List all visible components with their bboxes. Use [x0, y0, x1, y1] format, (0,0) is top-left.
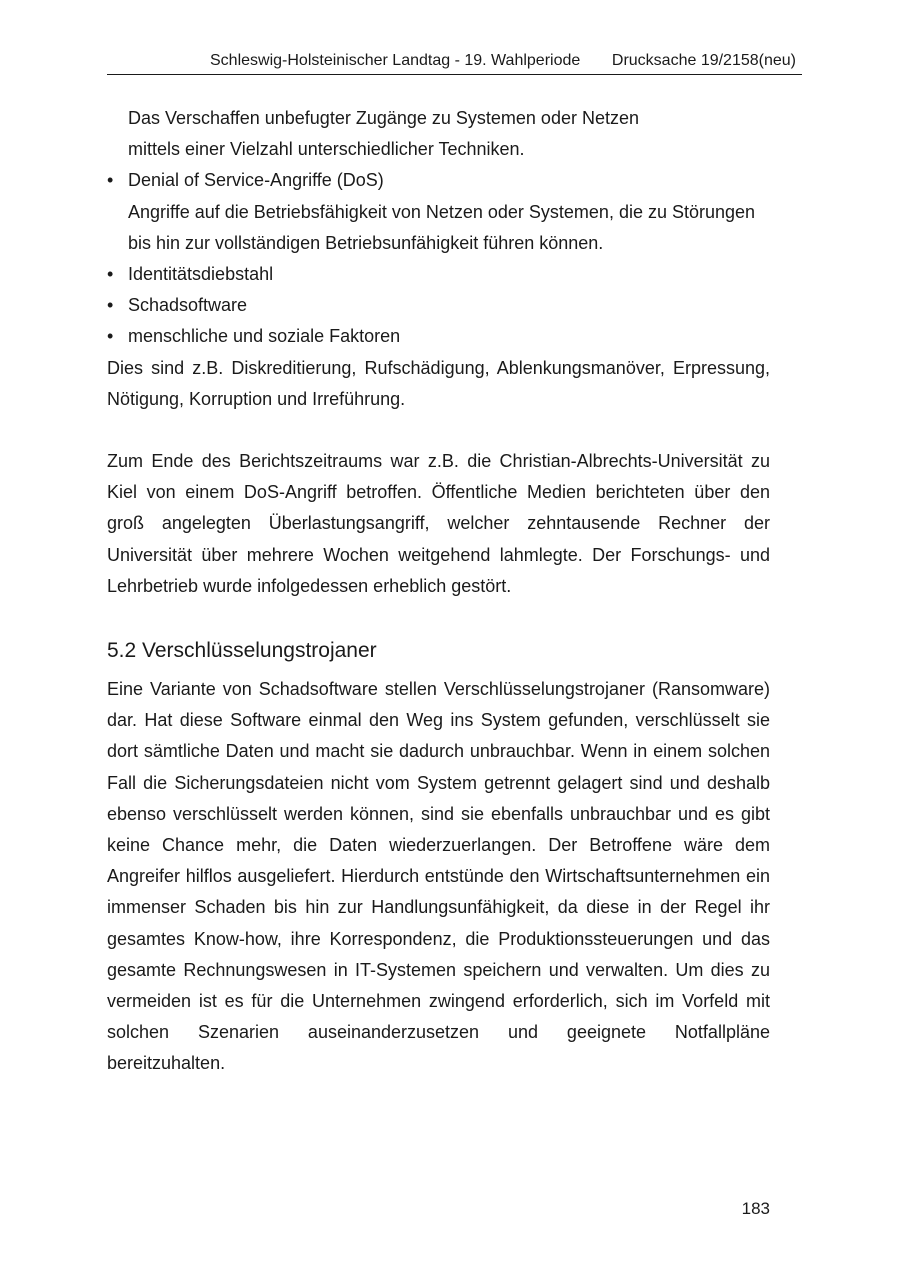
paragraph-university-incident: Zum Ende des Berichtszeitraums war z.B. die Christian-Albrechts-Universität zu Kiel von einem DoS-Angriff betroffen. Öffentliche Medien berichteten über den groß angelegten Überlastungsangriff, welcher zehntausende Rechner der Universität über mehrere Wochen weitgehend lahmlegte. Der Forschungs- und Lehrbetrieb wurde infolgedessen erheblich gestört. [107, 451, 770, 596]
list-item [107, 321, 770, 352]
paragraph-ransomware: Eine Variante von Schadsoftware stellen Verschlüsselungstrojaner (Ransomware) dar. Hat diese Software einmal den Weg ins System gefunden, verschlüsselt sie dort sämtliche Daten und macht sie dadurch unbrauchbar. Wenn in einem solchen Fall die Sicherungsdateien nicht vom System getrennt gelagert sind und deshalb ebenso verschlüsselt werden können, sind sie ebenfalls unbrauchbar und es gibt keine Chance mehr, die Daten wiederzuerlangen. Der Betroffene wäre dem Angreifer hilflos ausgeliefert. Hierdurch entstünde den Wirtschaftsunternehmen ein immenser Schaden bis hin zur Handlungsunfähigkeit, da diese in der Regel ihr gesamtes Know-how, ihre Korrespondenz, die Produktionssteuerungen und das gesamte Rechnungswesen in IT-Systemen speichern und verwalten. Um dies zu vermeiden ist es für die Unternehmen zwingend erforderlich, sich im Vorfeld mit solchen Szenarien auseinanderzusetzen und geeignete Notfallpläne bereitzuhalten. [107, 679, 770, 1074]
page-content [107, 103, 770, 1080]
paragraph-social-factors: Dies sind z.B. Diskreditierung, Rufschädigung, Ablenkungsmanöver, Erpressung, Nötigung, Korruption und Irreführung. [107, 357, 770, 409]
bullet-icon: • [107, 170, 114, 191]
intro-line: mittels einer Vielzahl unterschiedlicher Techniken. [128, 139, 525, 160]
list-item [107, 290, 770, 321]
list-item-label: Schadsoftware [128, 295, 248, 316]
list-item-label: Denial of Service-Angriffe (DoS) [128, 170, 384, 191]
list-item-label: Identitätsdiebstahl [128, 264, 274, 285]
threat-list [107, 165, 770, 352]
header-title: Schleswig-Holsteinischer Landtag - 19. Wahlperiode [210, 52, 581, 69]
list-item-description: Angriffe auf die Betriebsfähigkeit von Netzen oder Systemen, die zu Störungen bis hin zur vollständigen Betriebsunfähigkeit führen können. [128, 201, 756, 253]
page-number: 183 [741, 1199, 770, 1218]
bullet-icon: • [107, 264, 114, 285]
page-header [107, 52, 802, 75]
intro-line: Das Verschaffen unbefugter Zugänge zu Systemen oder Netzen [128, 108, 639, 128]
document-number: Drucksache 19/2158(neu) [611, 52, 796, 69]
list-item [107, 259, 770, 290]
list-item-label: menschliche und soziale Faktoren [128, 326, 401, 347]
list-item [107, 165, 770, 259]
section-heading: 5.2 Verschlüsselungstrojaner [107, 639, 377, 663]
bullet-icon: • [107, 295, 114, 316]
bullet-icon: • [107, 326, 114, 347]
